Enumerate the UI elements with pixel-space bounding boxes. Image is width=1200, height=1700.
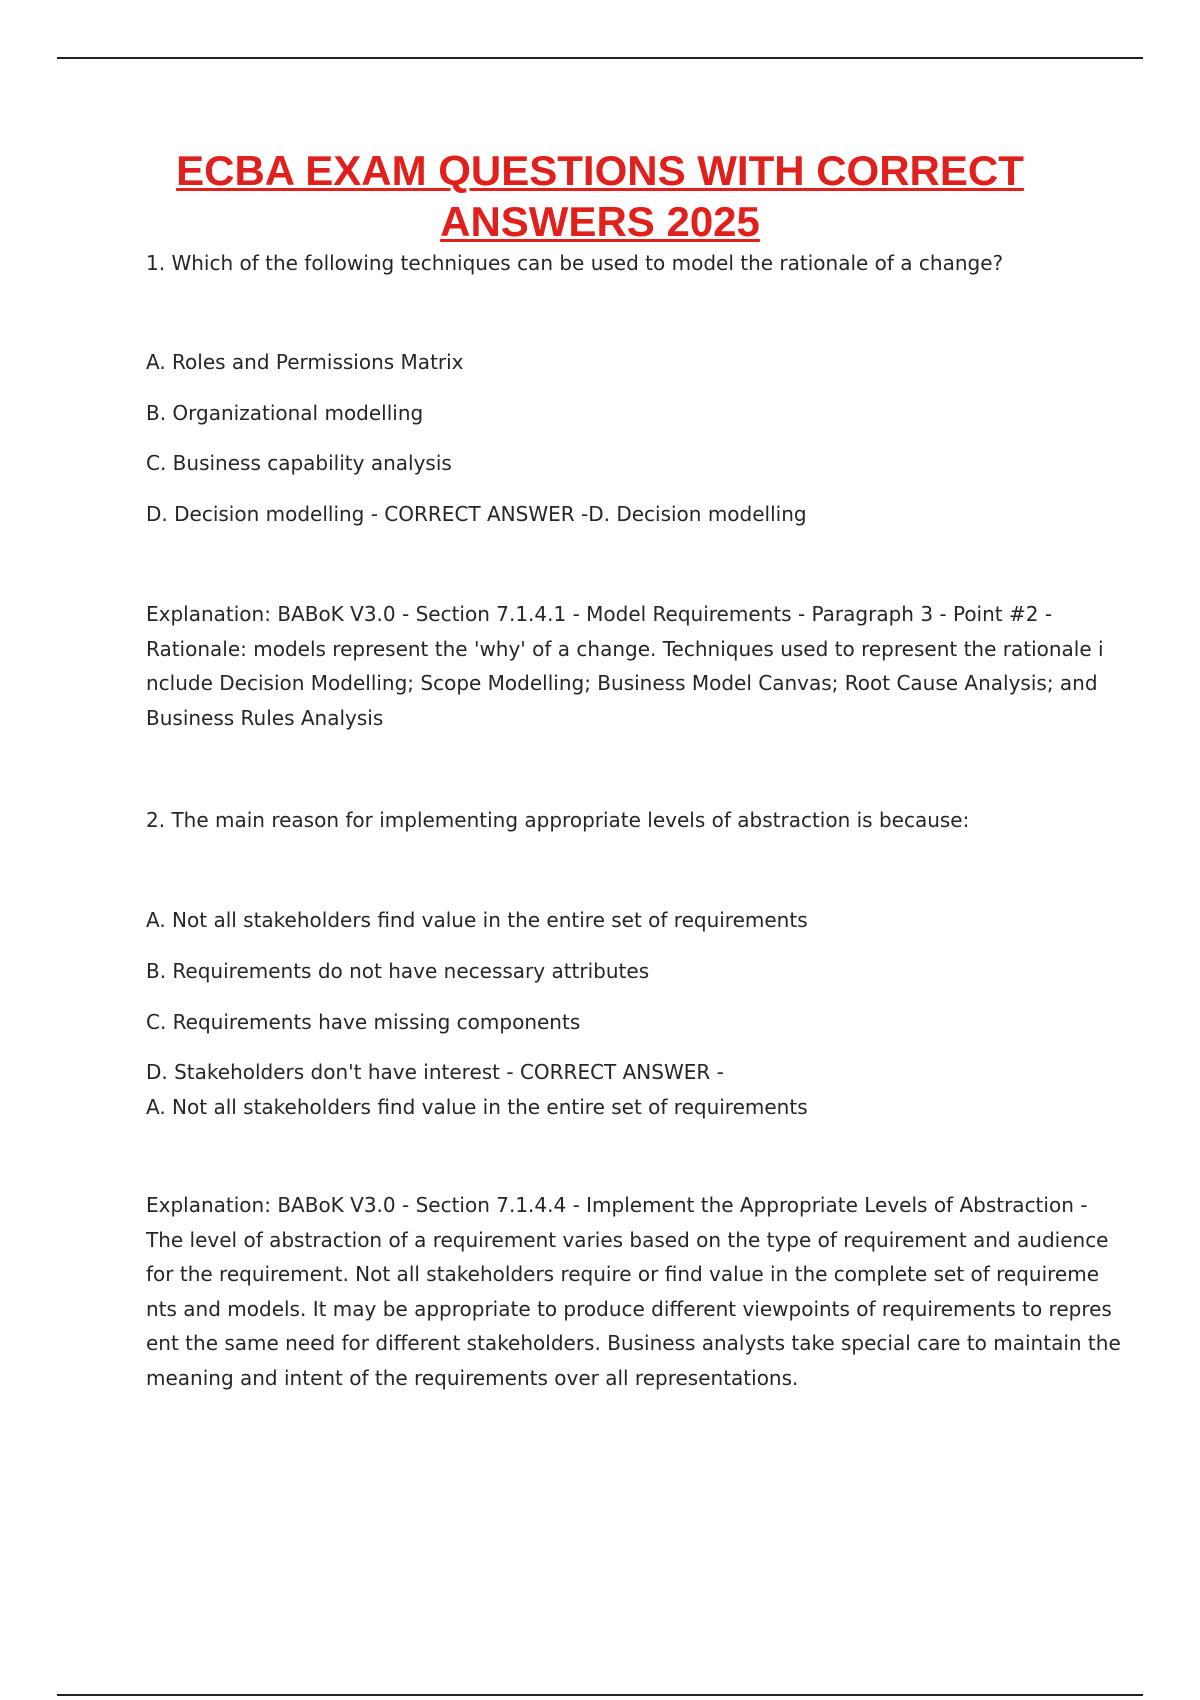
question-2-explanation-line-4: nts and models. It may be appropriate to produce different viewpoints of requirements to repres	[146, 1296, 1112, 1321]
question-1-explanation-line-3: nclude Decision Modelling; Scope Modelling; Business Model Canvas; Root Cause Analysis; and	[146, 671, 1098, 695]
question-2-explanation-line-2: The level of abstraction of a requirement varies based on the type of requirement and audience	[146, 1227, 1109, 1252]
question-2-explanation-line-1: Explanation: BABoK V3.0 - Section 7.1.4.4 - Implement the Appropriate Levels of Abstraction -	[146, 1193, 1088, 1217]
question-1-option-a: A. Roles and Permissions Matrix	[146, 350, 464, 374]
question-2-explanation	[146, 1188, 1121, 1395]
document-title	[57, 145, 1143, 247]
document-title-line-2: ANSWERS 2025	[440, 198, 760, 245]
question-2-option-a: A. Not all stakeholders find value in the entire set of requirements	[146, 908, 808, 932]
document-title-line-1: ECBA EXAM QUESTIONS WITH CORRECT	[176, 147, 1024, 194]
question-2-option-b: B. Requirements do not have necessary attributes	[146, 959, 650, 983]
question-1-explanation-line-2: Rationale: models represent the 'why' of a change. Techniques used to represent the rationale i	[146, 636, 1104, 661]
question-1-option-d-answer: D. Decision modelling - CORRECT ANSWER -D. Decision modelling	[146, 502, 807, 526]
question-2-correct-answer: A. Not all stakeholders find value in the entire set of requirements	[146, 1095, 808, 1119]
question-2-explanation-line-3: for the requirement. Not all stakeholders require or find value in the complete set of requireme	[146, 1262, 1100, 1286]
top-rule	[57, 57, 1143, 59]
question-1-text: 1. Which of the following techniques can be used to model the rationale of a change?	[146, 251, 1004, 275]
question-2-text: 2. The main reason for implementing appropriate levels of abstraction is because:	[146, 808, 970, 832]
question-1-explanation	[146, 597, 1104, 735]
question-2-option-c: C. Requirements have missing components	[146, 1010, 581, 1034]
question-1-option-c: C. Business capability analysis	[146, 451, 452, 475]
question-2-explanation-line-5: ent the same need for different stakeholders. Business analysts take special care to maintain the	[146, 1331, 1121, 1355]
question-1-option-b: B. Organizational modelling	[146, 401, 424, 425]
question-1-explanation-line-1: Explanation: BABoK V3.0 - Section 7.1.4.1 - Model Requirements - Paragraph 3 - Point #2 -	[146, 602, 1053, 626]
question-1-explanation-line-4: Business Rules Analysis	[146, 705, 384, 730]
bottom-rule	[57, 1694, 1143, 1696]
question-2-option-d: D. Stakeholders don't have interest - CORRECT ANSWER -	[146, 1060, 724, 1084]
question-2-explanation-line-6: meaning and intent of the requirements over all representations.	[146, 1365, 799, 1390]
